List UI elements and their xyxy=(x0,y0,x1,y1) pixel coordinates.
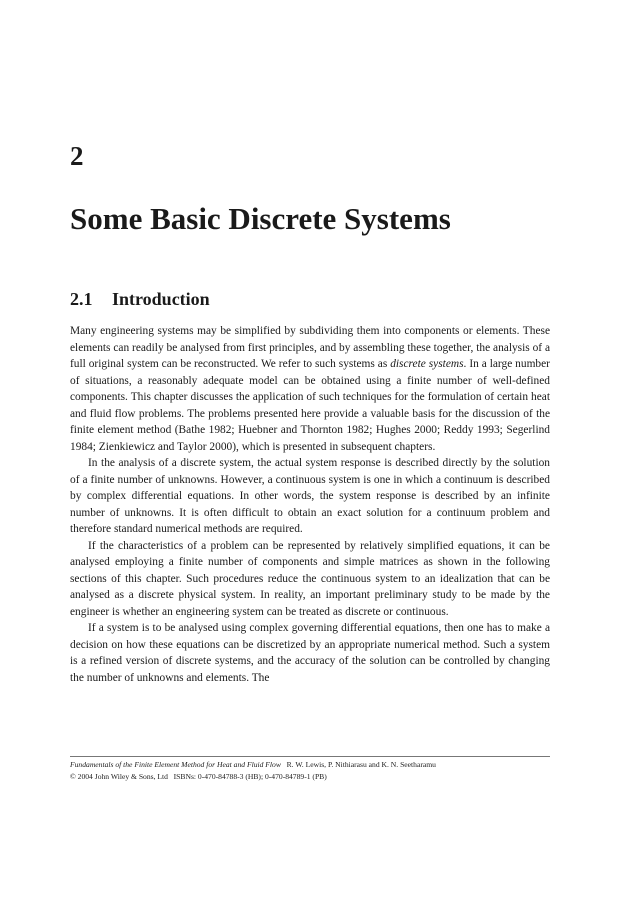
paragraph-4: If a system is to be analysed using complex governing differential equations, then one has to make a decision on how these equations can be discretized by an appropriate numerical method. Such a system is a refined version of discrete systems, and the accuracy of the solution can be controlled by changing the number of unknowns and elements. The xyxy=(70,622,550,684)
paragraph-3: If the characteristics of a problem can be represented by relatively simplified equations, it can be analysed employing a finite number of components and simple matrices as shown in the following sections of this chapter. Such procedures reduce the continuous system to an idealization that can be analysed as a discrete physical system. In reality, an important preliminary study to be made by the engineer is whether an engineering system can be treated as discrete or continuous. xyxy=(70,539,550,618)
footer-rule xyxy=(70,756,550,757)
paragraph-1 xyxy=(70,323,550,455)
section-title: Introduction xyxy=(112,289,210,309)
footer-book-title: Fundamentals of the Finite Element Method for Heat and Fluid Flow xyxy=(70,760,281,769)
body-text xyxy=(70,323,550,686)
footer-isbns: ISBNs: 0-470-84788-3 (HB); 0-470-84789-1 (PB) xyxy=(173,772,327,781)
chapter-number: 2 xyxy=(70,141,84,171)
paragraph-1-emphasis: discrete systems xyxy=(390,358,464,370)
page-footer xyxy=(70,759,550,783)
chapter-title: Some Basic Discrete Systems xyxy=(70,201,451,236)
section-heading xyxy=(70,287,210,311)
paragraph-2: In the analysis of a discrete system, the actual system response is described directly by the solution of a finite number of unknowns. However, a continuous system is one in which a continuum is described by complex differential equations. In other words, the system response is described by an infinite number of unknowns. It is often difficult to obtain an exact solution for a continuum problem and therefore standard numerical methods are required. xyxy=(70,457,550,535)
paragraph-1-start: Many engineering systems may be simplified by subdividing them into components or elements. These elements can readily be analysed from first principles, and by assembling these together, the analysis of a full original system can be reconstructed. We refer to such systems as xyxy=(70,325,550,370)
footer-authors: R. W. Lewis, P. Nithiarasu and K. N. Seetharamu xyxy=(286,760,436,769)
paragraph-1-end: . In a large number of situations, a reasonably adequate model can be obtained using a finite number of well-defined components. This chapter discusses the application of such techniques for the formulation of certain heat and fluid flow problems. The problems presented here provide a valuable basis for the discussion of the finite element method (Bathe 1982; Huebner and Thornton 1982; Hughes 2000; Reddy 1993; Segerlind 1984; Zienkiewicz and Taylor 2000), which is presented in subsequent chapters. xyxy=(70,358,550,453)
footer-line-2 xyxy=(70,771,550,783)
footer-line-1 xyxy=(70,759,550,771)
section-number: 2.1 xyxy=(70,289,93,309)
footer-copyright: © 2004 John Wiley & Sons, Ltd xyxy=(70,772,168,781)
